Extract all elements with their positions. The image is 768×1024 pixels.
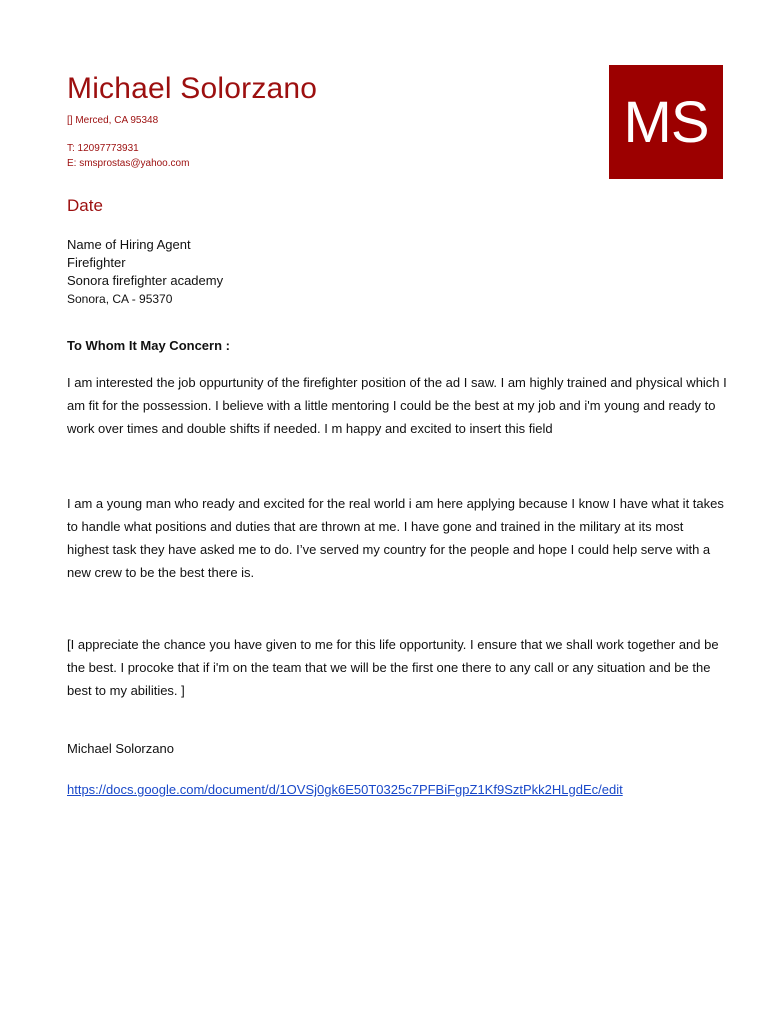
document-link[interactable]: https://docs.google.com/document/d/1OVSj0gk6E50T0325c7PFBiFgpZ1Kf9SztPkk2HLgdEc/edit: [67, 782, 623, 797]
date-heading: Date: [67, 196, 103, 215]
sender-email: E: smsprostas@yahoo.com: [67, 158, 190, 169]
recipient-name: Name of Hiring Agent: [67, 237, 191, 252]
sender-address: [] Merced, CA 95348: [67, 115, 159, 126]
body-paragraph: I am a young man who ready and excited for the real world i am here applying because I know I have what it takes to handle what positions and duties that are thrown at me. I have gone and trained in the military at its most highest task they have asked me to do. I’ve served my country for the people and hope I could help serve with a new crew to be the best there is.: [67, 496, 724, 580]
recipient-block: [67, 236, 223, 308]
recipient-organization: Sonora firefighter academy: [67, 273, 224, 288]
recipient-location: Sonora, CA - 95370: [67, 292, 173, 306]
sender-phone: T: 12097773931: [67, 143, 139, 154]
sender-name: Michael Solorzano: [67, 72, 318, 105]
body-paragraph: I am interested the job oppurtunity of the firefighter position of the ad I saw. I am highly trained and physical which I am fit for the possession. I believe with a little mentoring I could be the best at my job and i'm young and ready to work over times and double shifts if needed. I m happy and excited to insert this field: [67, 375, 727, 436]
recipient-position: Firefighter: [67, 255, 126, 270]
salutation: To Whom It May Concern :: [67, 338, 230, 353]
body-paragraph: [I appreciate the chance you have given to me for this life opportunity. I ensure that we shall work together and be the best. I procoke that if i'm on the team that we will be the first one there to any call or any situation and be the best to my abilities. ]: [67, 637, 719, 698]
monogram-badge: MS: [609, 65, 723, 179]
signature-name: Michael Solorzano: [67, 741, 174, 756]
